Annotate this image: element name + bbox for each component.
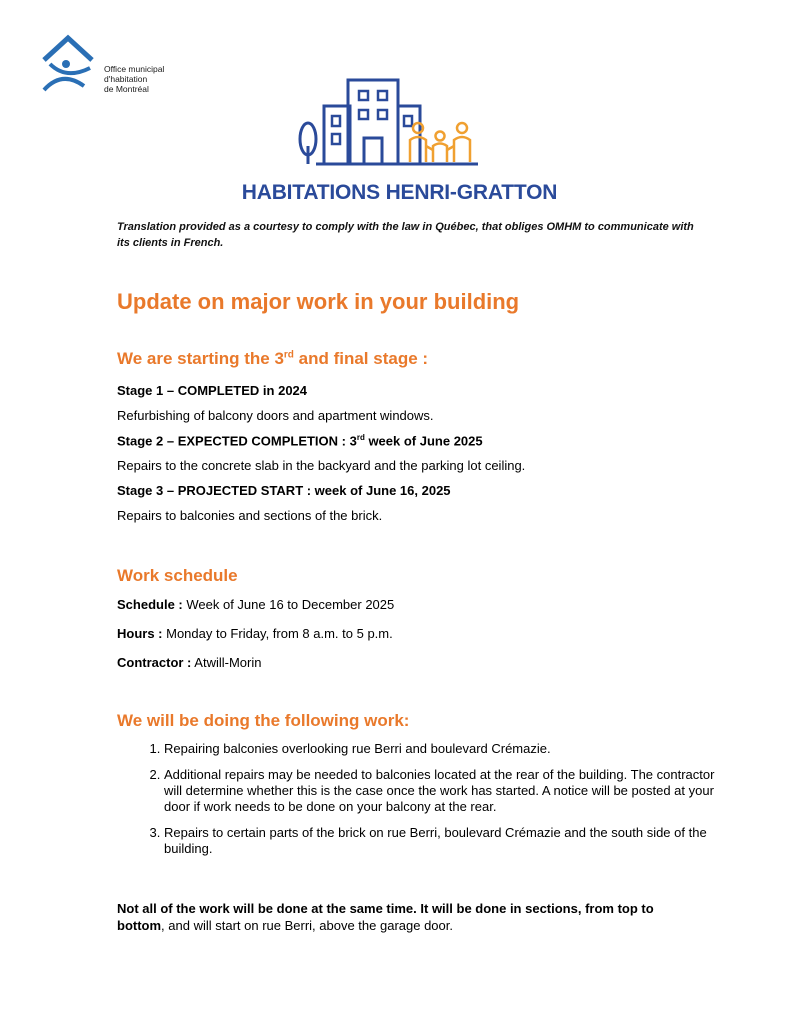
schedule-line (117, 597, 394, 612)
stages-heading-sup: rd (283, 349, 294, 361)
main-heading: Update on major work in your building (117, 289, 520, 314)
contractor-value: Atwill-Morin (191, 655, 262, 670)
schedule-value: Week of June 16 to December 2025 (182, 597, 395, 612)
stage2-title-end: week of June 2025 (364, 433, 483, 449)
contractor-label: Contractor : (117, 655, 192, 670)
closing-regular: , and will start on rue Berri, above the garage door. (161, 918, 453, 933)
logo-line: Office municipal (104, 64, 165, 74)
work-heading: We will be doing the following work: (117, 711, 410, 730)
page-title: HABITATIONS HENRI-GRATTON (241, 181, 558, 204)
stage1-description: Refurbishing of balcony doors and apartment windows. (117, 408, 434, 423)
hours-line (117, 626, 393, 641)
tall-building-icon (348, 80, 398, 164)
stage3-title: Stage 3 – PROJECTED START : week of June 16, 2025 (117, 483, 451, 498)
stages-heading (117, 349, 428, 369)
stage3-description: Repairs to balconies and sections of the brick. (117, 508, 383, 523)
schedule-label: Schedule : (117, 597, 183, 612)
translation-note: Translation provided as a courtesy to comply with the law in Québec, that obliges OMHM to communicate with its clients in French. (117, 221, 694, 249)
logo-line: de Montréal (104, 84, 149, 94)
closing-bold: Not all of the work will be done at the same time. It will be done in sections, from top to bottom (117, 901, 654, 933)
stage2-title (117, 433, 483, 448)
work-list (117, 741, 734, 867)
list-item: 3. Repairs to certain parts of the brick on rue Berri, boulevard Crémazie and the south side of the building. (164, 825, 734, 857)
list-item: 1. Repairing balconies overlooking rue Berri and boulevard Crémazie. (164, 741, 734, 757)
hours-label: Hours : (117, 626, 163, 641)
list-item: 2. Additional repairs may be needed to balconies located at the rear of the building. The contractor will determine whether this is the case once the work has started. A notice will be posted at your door if work needs to be done on your balcony at the rear. (164, 767, 734, 815)
closing-paragraph (117, 900, 677, 934)
omhm-logo-icon (40, 34, 104, 98)
stages-heading-end: and final stage : (293, 349, 429, 368)
stage1-title: Stage 1 – COMPLETED in 2024 (117, 383, 308, 398)
stage2-title-sup: rd (356, 433, 365, 442)
contractor-line (117, 655, 261, 670)
logo-line: d'habitation (104, 74, 148, 84)
schedule-heading: Work schedule (117, 566, 238, 585)
small-building-icon (324, 106, 350, 164)
hours-value: Monday to Friday, from 8 a.m. to 5 p.m. (162, 626, 393, 641)
tree-icon (300, 123, 316, 164)
stage2-title-start: Stage 2 – EXPECTED COMPLETION : 3 (117, 433, 357, 449)
stage2-description: Repairs to the concrete slab in the backyard and the parking lot ceiling. (117, 458, 526, 473)
omhm-logo-text (104, 64, 164, 94)
building-family-illustration (296, 76, 482, 168)
stages-heading-start: We are starting the 3 (117, 349, 284, 368)
